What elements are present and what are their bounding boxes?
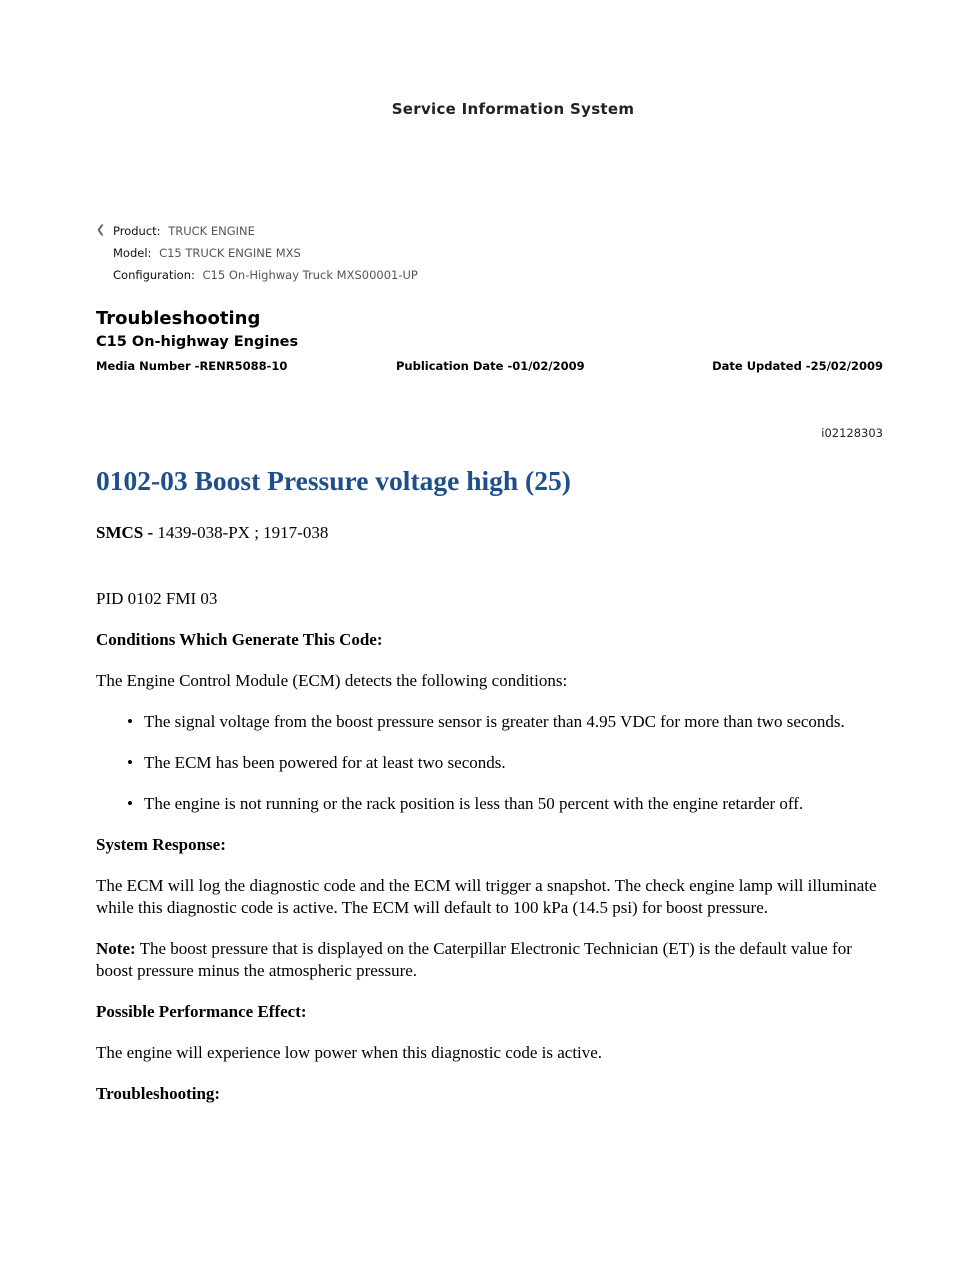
model-row: [96, 244, 418, 266]
condition-text: The ECM has been powered for at least two seconds.: [144, 753, 506, 772]
list-item: [96, 793, 886, 815]
product-row: [96, 222, 418, 244]
document-title: Troubleshooting: [96, 308, 261, 329]
publication-info: [96, 359, 883, 375]
document-subtitle: C15 On-highway Engines: [96, 334, 299, 350]
product-label: Product:: [113, 224, 161, 238]
date-updated: Date Updated -25/02/2009: [712, 359, 883, 373]
article-title: 0102-03 Boost Pressure voltage high (25): [96, 465, 571, 496]
configuration-row: [96, 266, 418, 288]
article-body: [96, 522, 886, 1124]
product-value: TRUCK ENGINE: [168, 224, 255, 238]
conditions-heading: Conditions Which Generate This Code:: [96, 630, 383, 649]
note-text: The boost pressure that is displayed on the Caterpillar Electronic Technician (ET) is the default value for boost pressure minus the atmospheric pressure.: [96, 939, 852, 980]
smcs-line: [96, 522, 886, 544]
system-response-heading: System Response:: [96, 835, 226, 854]
configuration-label: Configuration:: [113, 268, 195, 282]
system-title: Service Information System: [391, 100, 635, 118]
system-response-text: The ECM will log the diagnostic code and the ECM will trigger a snapshot. The check engine lamp will illuminate while this diagnostic code is active. The ECM will default to 100 kPa (14.5 psi) for boost pressure.: [96, 876, 877, 917]
performance-heading: Possible Performance Effect:: [96, 1002, 307, 1021]
back-arrow-icon[interactable]: ❮: [96, 223, 106, 236]
bullet-icon: •: [127, 753, 133, 772]
smcs-label: SMCS -: [96, 523, 158, 542]
pid-line: PID 0102 FMI 03: [96, 589, 218, 608]
media-number: Media Number -RENR5088-10: [96, 359, 288, 373]
list-item: [96, 752, 886, 774]
conditions-intro: The Engine Control Module (ECM) detects the following conditions:: [96, 671, 568, 690]
product-meta: [96, 222, 418, 288]
bullet-icon: •: [127, 712, 133, 731]
configuration-value: C15 On-Highway Truck MXS00001-UP: [202, 268, 418, 282]
publication-date: Publication Date -01/02/2009: [396, 359, 585, 373]
model-value: C15 TRUCK ENGINE MXS: [159, 246, 301, 260]
troubleshooting-heading: Troubleshooting:: [96, 1084, 221, 1103]
bullet-icon: •: [127, 794, 133, 813]
document-id: i02128303: [821, 426, 883, 440]
note-label: Note:: [96, 939, 136, 958]
condition-text: The signal voltage from the boost pressure sensor is greater than 4.95 VDC for more than two seconds.: [144, 712, 845, 731]
performance-text: The engine will experience low power when this diagnostic code is active.: [96, 1043, 603, 1062]
smcs-value: 1439-038-PX ; 1917-038: [157, 523, 329, 542]
conditions-list: [96, 711, 886, 815]
note-paragraph: [96, 938, 886, 982]
model-label: Model:: [113, 246, 152, 260]
list-item: [96, 711, 886, 733]
condition-text: The engine is not running or the rack position is less than 50 percent with the engine retarder off.: [144, 794, 804, 813]
